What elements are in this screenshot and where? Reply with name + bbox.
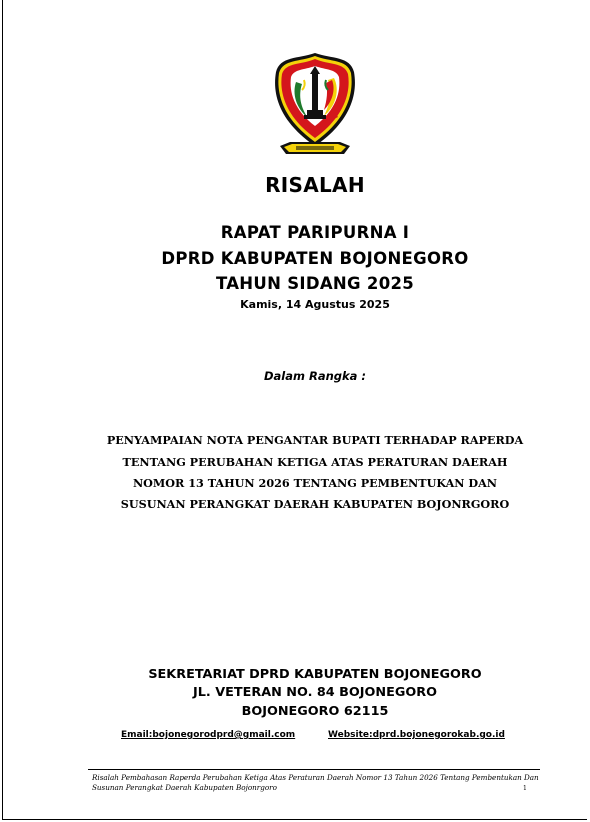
meeting-title-line: TAHUN SIDANG 2025 [215,274,415,293]
subject-line: TENTANG PERUBAHAN KETIGA ATAS PERATURAN DAERAH [122,455,508,469]
website-link[interactable]: Website:dprd.bojonegorokab.go.id [328,730,505,740]
office-line: SEKRETARIAT DPRD KABUPATEN BOJONEGORO [148,667,482,682]
subject-line: PENYAMPAIAN NOTA PENGANTAR BUPATI TERHADAP RAPERDA [106,433,524,447]
meeting-date: Kamis, 14 Agustus 2025 [240,298,390,311]
footer-divider [88,769,540,770]
context-label: Dalam Rangka : [263,369,367,383]
meeting-title-line: DPRD KABUPATEN BOJONEGORO [161,249,469,268]
office-line: BOJONEGORO 62115 [241,704,389,719]
subject-line: SUSUNAN PERANGKAT DAERAH KABUPATEN BOJONRGORO [120,497,510,511]
document-title: RISALAH [265,173,365,197]
page-number: 1 [523,785,527,792]
meeting-title-line: RAPAT PARIPURNA I [220,223,410,242]
page-footer [92,773,540,793]
email-link[interactable]: Email:bojonegorodprd@gmail.com [121,730,296,740]
bojonegoro-regency-emblem-icon [272,50,358,164]
subject-line: NOMOR 13 TAHUN 2026 TENTANG PEMBENTUKAN DAN [132,476,498,490]
footer-line: Risalah Pembahasan Raperda Perubahan Ketiga Atas Peraturan Daerah Nomor 13 Tahun 2026 Tentang Pembentukan Dan [92,773,539,782]
footer-line: Susunan Perangkat Daerah Kabupaten Bojonrgoro [92,783,277,792]
office-line: JL. VETERAN NO. 84 BOJONEGORO [193,685,437,700]
